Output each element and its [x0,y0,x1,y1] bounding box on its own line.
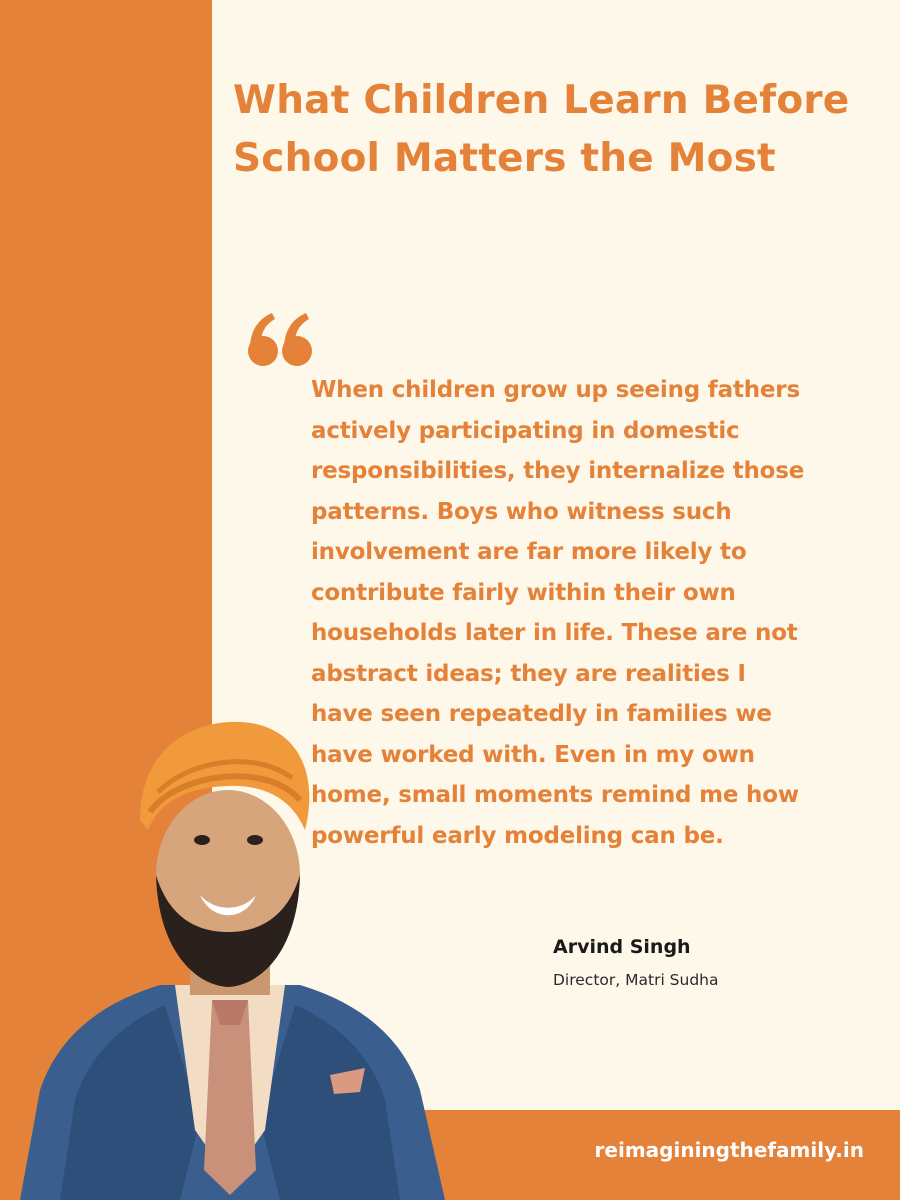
author-name: Arvind Singh [553,936,691,958]
website-url[interactable]: reimaginingthefamily.in [594,1138,864,1162]
page-title: What Children Learn Before School Matters the Most [233,78,850,181]
author-role: Director, Matri Sudha [553,971,719,989]
portrait-photo [0,700,460,1200]
quote-text: When children grow up seeing fathers actively participating in domestic responsibilities, they internalize those patterns. Boys who witness such involvement are far more likely to contribute fairly within their own households later in life. These are not abstract ideas; they are realities I have seen repeatedly in families we have worked with. Even in my own home, small moments remind me how powerful early modeling can be. [311,377,805,849]
quote-open-icon [246,305,316,371]
